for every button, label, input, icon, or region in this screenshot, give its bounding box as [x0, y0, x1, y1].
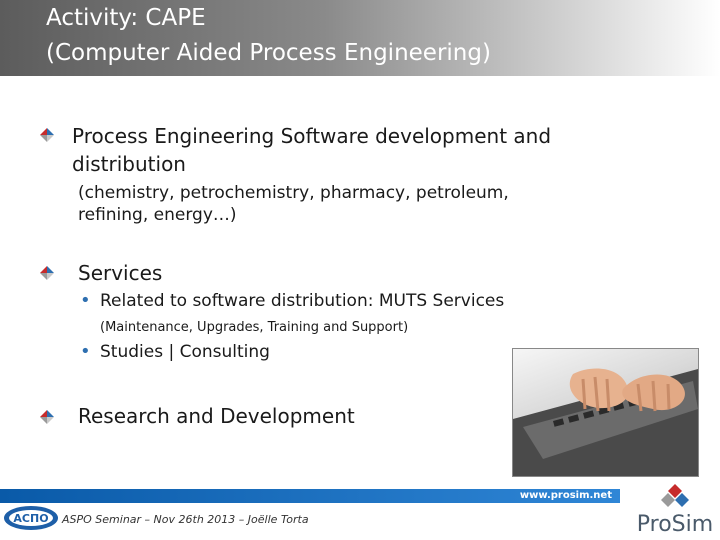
- prosim-logo: [634, 482, 716, 538]
- footer-caption: ASPO Seminar – Nov 26th 2013 – Joëlle Torta: [62, 513, 309, 526]
- section-process-heading: Process Engineering Software development and: [72, 124, 552, 148]
- prosim-logo-text: ProSim: [636, 512, 714, 537]
- title-bar: [0, 0, 720, 76]
- section-process-detail: (chemistry, petrochemistry, pharmacy, petroleum,: [78, 183, 509, 203]
- section-research-heading: Research and Development: [78, 404, 355, 428]
- services-item-muts-note: (Maintenance, Upgrades, Training and Support): [100, 320, 409, 335]
- slide-title-line1: Activity: CAPE: [46, 5, 206, 31]
- services-item-studies: Studies | Consulting: [100, 342, 270, 362]
- bullet-diamond-icon: [40, 128, 54, 142]
- aspo-logo-text: АСПО: [13, 512, 49, 525]
- bullet-diamond-icon: [40, 266, 54, 280]
- laptop-typing-photo: [512, 348, 699, 477]
- footer-url-link[interactable]: www.prosim.net: [519, 490, 612, 501]
- footer-bar: [0, 489, 620, 503]
- services-item-muts: Related to software distribution: MUTS Services: [100, 291, 505, 311]
- sub-bullet-icon: •: [80, 341, 91, 362]
- sub-bullet-icon: •: [80, 290, 91, 311]
- section-services-heading: Services: [78, 261, 163, 285]
- section-process-detail-cont: refining, energy…): [78, 205, 237, 225]
- bullet-diamond-icon: [40, 410, 54, 424]
- slide-title-line2: (Computer Aided Process Engineering): [46, 40, 491, 66]
- section-process-heading-cont: distribution: [72, 152, 186, 176]
- aspo-logo: [3, 504, 59, 534]
